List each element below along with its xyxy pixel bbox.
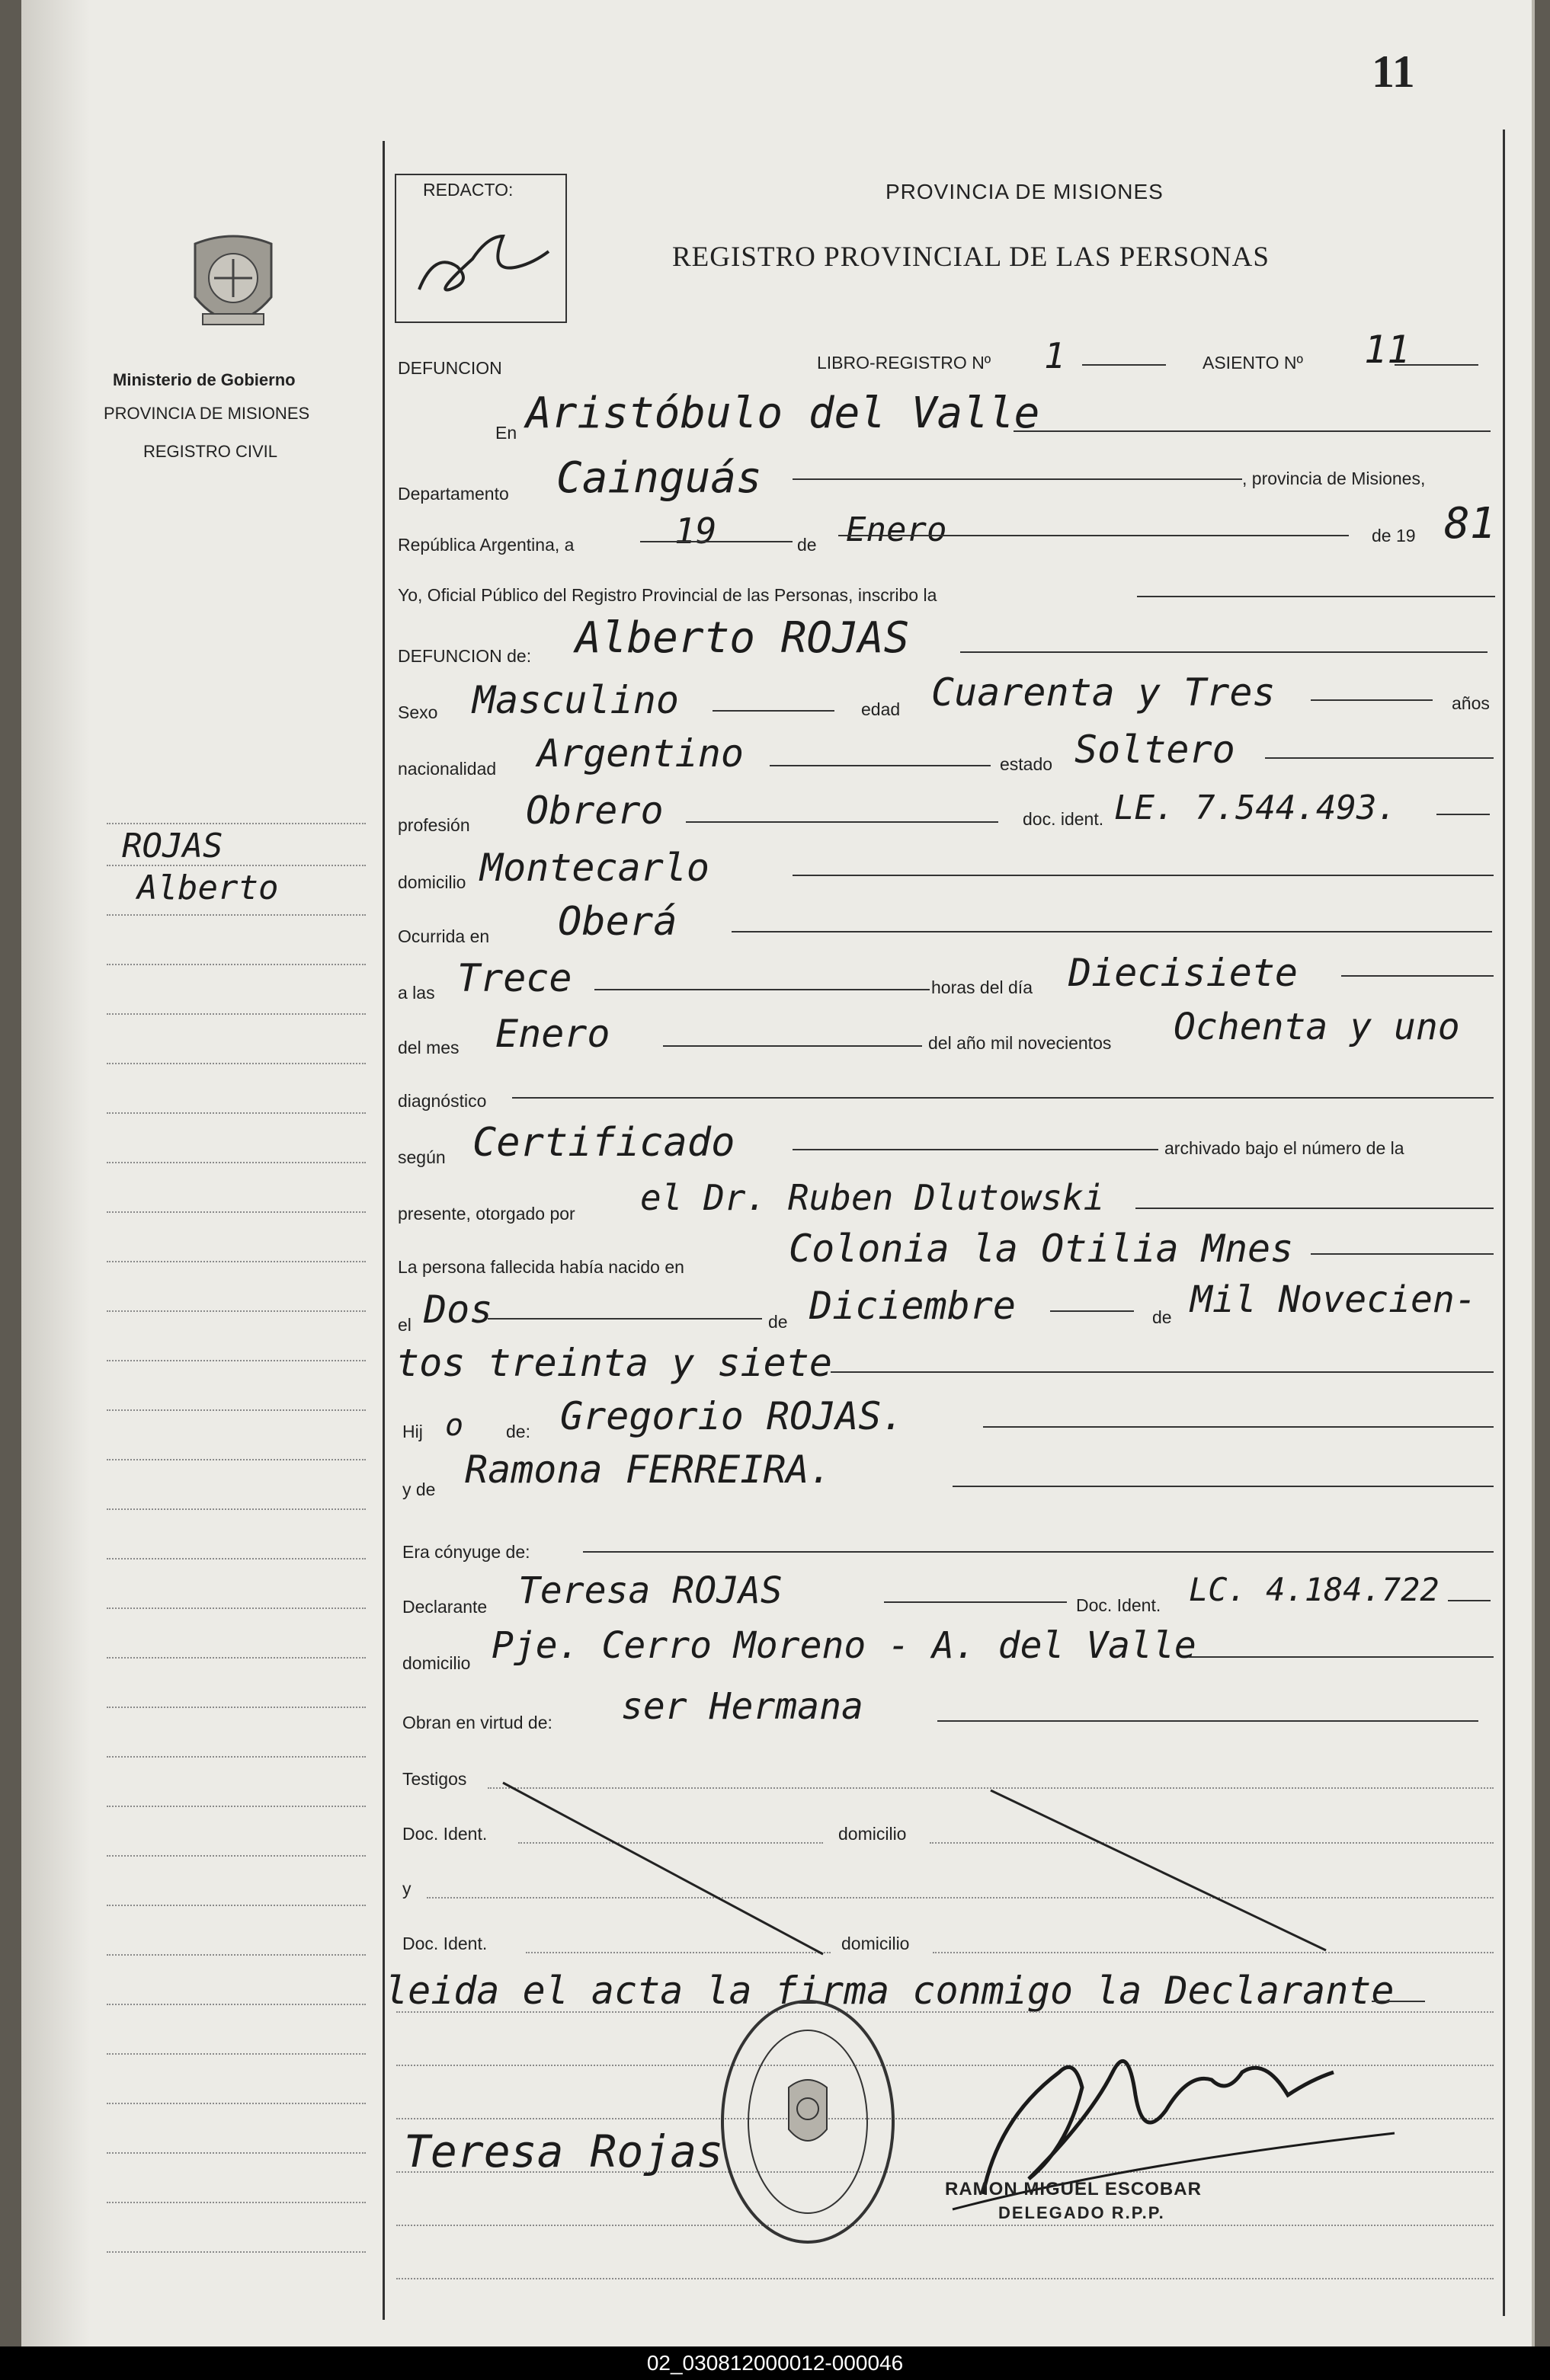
- sexo-value: Masculino: [472, 678, 679, 722]
- obran-value: ser Hermana: [621, 1685, 863, 1728]
- republica-label: República Argentina, a: [398, 535, 575, 555]
- horas-label: horas del día: [931, 977, 1033, 997]
- de3-label: de: [1152, 1307, 1172, 1327]
- dia-value: 19: [674, 510, 717, 552]
- nacido-label: La persona fallecida había nacido en: [398, 1257, 684, 1277]
- page-number: 11: [1372, 46, 1415, 97]
- witness-strike-lines: [488, 1775, 1341, 1958]
- anos-label: años: [1452, 693, 1490, 713]
- book-gutter: [21, 0, 90, 2346]
- asiento-label: ASIENTO Nº: [1203, 353, 1303, 373]
- profesion-value: Obrero: [526, 789, 664, 833]
- el-value: Dos: [424, 1288, 493, 1332]
- registry-label: REGISTRO CIVIL: [143, 442, 278, 461]
- right-frame-rule: [1503, 130, 1505, 2316]
- anio2-value-b: tos treinta y siete: [396, 1341, 832, 1385]
- declarante-value: Teresa ROJAS: [518, 1569, 783, 1612]
- alas-value: Trece: [457, 956, 572, 1000]
- padre-value: Gregorio ROJAS.: [560, 1394, 905, 1438]
- segun-value: Certificado: [472, 1120, 735, 1166]
- doc-ident-label: doc. ident.: [1023, 809, 1104, 829]
- defuncion-label: DEFUNCION: [398, 358, 502, 378]
- madre-value: Ramona FERREIRA.: [465, 1448, 832, 1492]
- mes-value: Enero: [846, 510, 947, 549]
- redacto-label: REDACTO:: [423, 180, 514, 200]
- delegado-name: RAMON MIGUEL ESCOBAR: [945, 2179, 1202, 2199]
- de19-label: de 19: [1372, 526, 1416, 545]
- edad-value: Cuarenta y Tres: [931, 670, 1276, 715]
- edad-label: edad: [861, 699, 901, 719]
- defuncion-de-value: Alberto ROJAS: [575, 613, 910, 663]
- footer-image-code: 02_030812000012-000046: [646, 2351, 904, 2375]
- declarante-signature: Teresa Rojas: [404, 2126, 724, 2177]
- libro-value: 1: [1044, 335, 1065, 376]
- doc-ident-value: LE. 7.544.493.: [1114, 789, 1397, 827]
- libro-label: LIBRO-REGISTRO Nº: [817, 353, 991, 373]
- delmes-label: del mes: [398, 1038, 460, 1057]
- anio2-value-a: Mil Novecien-: [1190, 1278, 1477, 1321]
- el-label: el: [398, 1315, 412, 1335]
- presente-label: presente, otorgado por: [398, 1204, 575, 1224]
- redacto-initials: [404, 206, 556, 312]
- conyuge-label: Era cónyuge de:: [402, 1542, 530, 1562]
- registry-oval-stamp: [716, 1996, 899, 2247]
- estado-label: estado: [1000, 754, 1053, 774]
- presente-value: el Dr. Ruben Dlutowski: [640, 1177, 1105, 1218]
- header-province: PROVINCIA DE MISIONES: [885, 180, 1164, 203]
- estado-value: Soltero: [1074, 728, 1235, 772]
- delegado-title: DELEGADO R.P.P.: [998, 2203, 1165, 2222]
- diagnostico-label: diagnóstico: [398, 1091, 487, 1111]
- domicilio3-label: domicilio: [838, 1824, 907, 1844]
- en-label: En: [495, 423, 517, 443]
- nacionalidad-label: nacionalidad: [398, 759, 497, 779]
- domicilio2-value: Pje. Cerro Moreno - A. del Valle: [492, 1624, 1196, 1667]
- domicilio-value: Montecarlo: [480, 846, 710, 890]
- docident-label: Doc. Ident.: [1076, 1595, 1161, 1615]
- coat-of-arms-seal: [180, 229, 287, 343]
- anio-mil-label: del año mil novecientos: [928, 1033, 1112, 1053]
- domicilio-label: domicilio: [398, 872, 466, 892]
- testigos-label: Testigos: [402, 1769, 467, 1789]
- yde-label: y de: [402, 1480, 436, 1499]
- ministry-label: Ministerio de Gobierno: [113, 370, 296, 389]
- hij-value: o: [445, 1408, 464, 1443]
- leida-text: leida el acta la firma conmigo la Declarante: [385, 1969, 1395, 2013]
- nacido-value: Colonia la Otilia Mnes: [789, 1227, 1294, 1271]
- archivado-label: archivado bajo el número de la: [1164, 1138, 1404, 1158]
- alas-label: a las: [398, 983, 435, 1003]
- de-label: de: [797, 535, 817, 555]
- horas-value: Diecisiete: [1068, 951, 1299, 995]
- sexo-label: Sexo: [398, 702, 438, 722]
- margin-note-name: Alberto: [137, 869, 279, 907]
- hij-label: Hij: [402, 1422, 423, 1441]
- de2-label: de: [768, 1312, 788, 1332]
- header-title: REGISTRO PROVINCIAL DE LAS PERSONAS: [672, 242, 1270, 273]
- anio-mil-value: Ochenta y uno: [1174, 1006, 1460, 1048]
- asiento-value: 11: [1364, 328, 1411, 372]
- anio-value: 81: [1444, 499, 1496, 549]
- defuncion-de-label: DEFUNCION de:: [398, 646, 532, 666]
- doc-ident1-label: Doc. Ident.: [402, 1824, 488, 1844]
- y-label: y: [402, 1879, 412, 1899]
- delmes-value: Enero: [495, 1012, 610, 1056]
- margin-note-surname: ROJAS: [122, 827, 223, 865]
- oficial-text: Yo, Oficial Público del Registro Provincial de las Personas, inscribo la: [398, 585, 937, 605]
- ocurrida-value: Oberá: [558, 899, 677, 945]
- docident-value: LC. 4.184.722: [1189, 1571, 1440, 1608]
- declarante-label: Declarante: [402, 1597, 488, 1617]
- departamento-label: Departamento: [398, 484, 509, 504]
- nacionalidad-value: Argentino: [537, 731, 744, 776]
- province-label: PROVINCIA DE MISIONES: [104, 404, 310, 423]
- mes2-value: Diciembre: [809, 1284, 1016, 1328]
- en-value: Aristóbulo del Valle: [526, 389, 1040, 438]
- domicilio4-label: domicilio: [841, 1934, 910, 1953]
- profesion-label: profesión: [398, 815, 470, 835]
- ocurrida-label: Ocurrida en: [398, 926, 490, 946]
- departamento-value: Cainguás: [556, 453, 762, 503]
- domicilio2-label: domicilio: [402, 1653, 471, 1673]
- provincia-suffix: , provincia de Misiones,: [1242, 469, 1426, 488]
- obran-label: Obran en virtud de:: [402, 1713, 552, 1732]
- doc-ident2-label: Doc. Ident.: [402, 1934, 488, 1953]
- hij-de-label: de:: [506, 1422, 530, 1441]
- segun-label: según: [398, 1147, 446, 1167]
